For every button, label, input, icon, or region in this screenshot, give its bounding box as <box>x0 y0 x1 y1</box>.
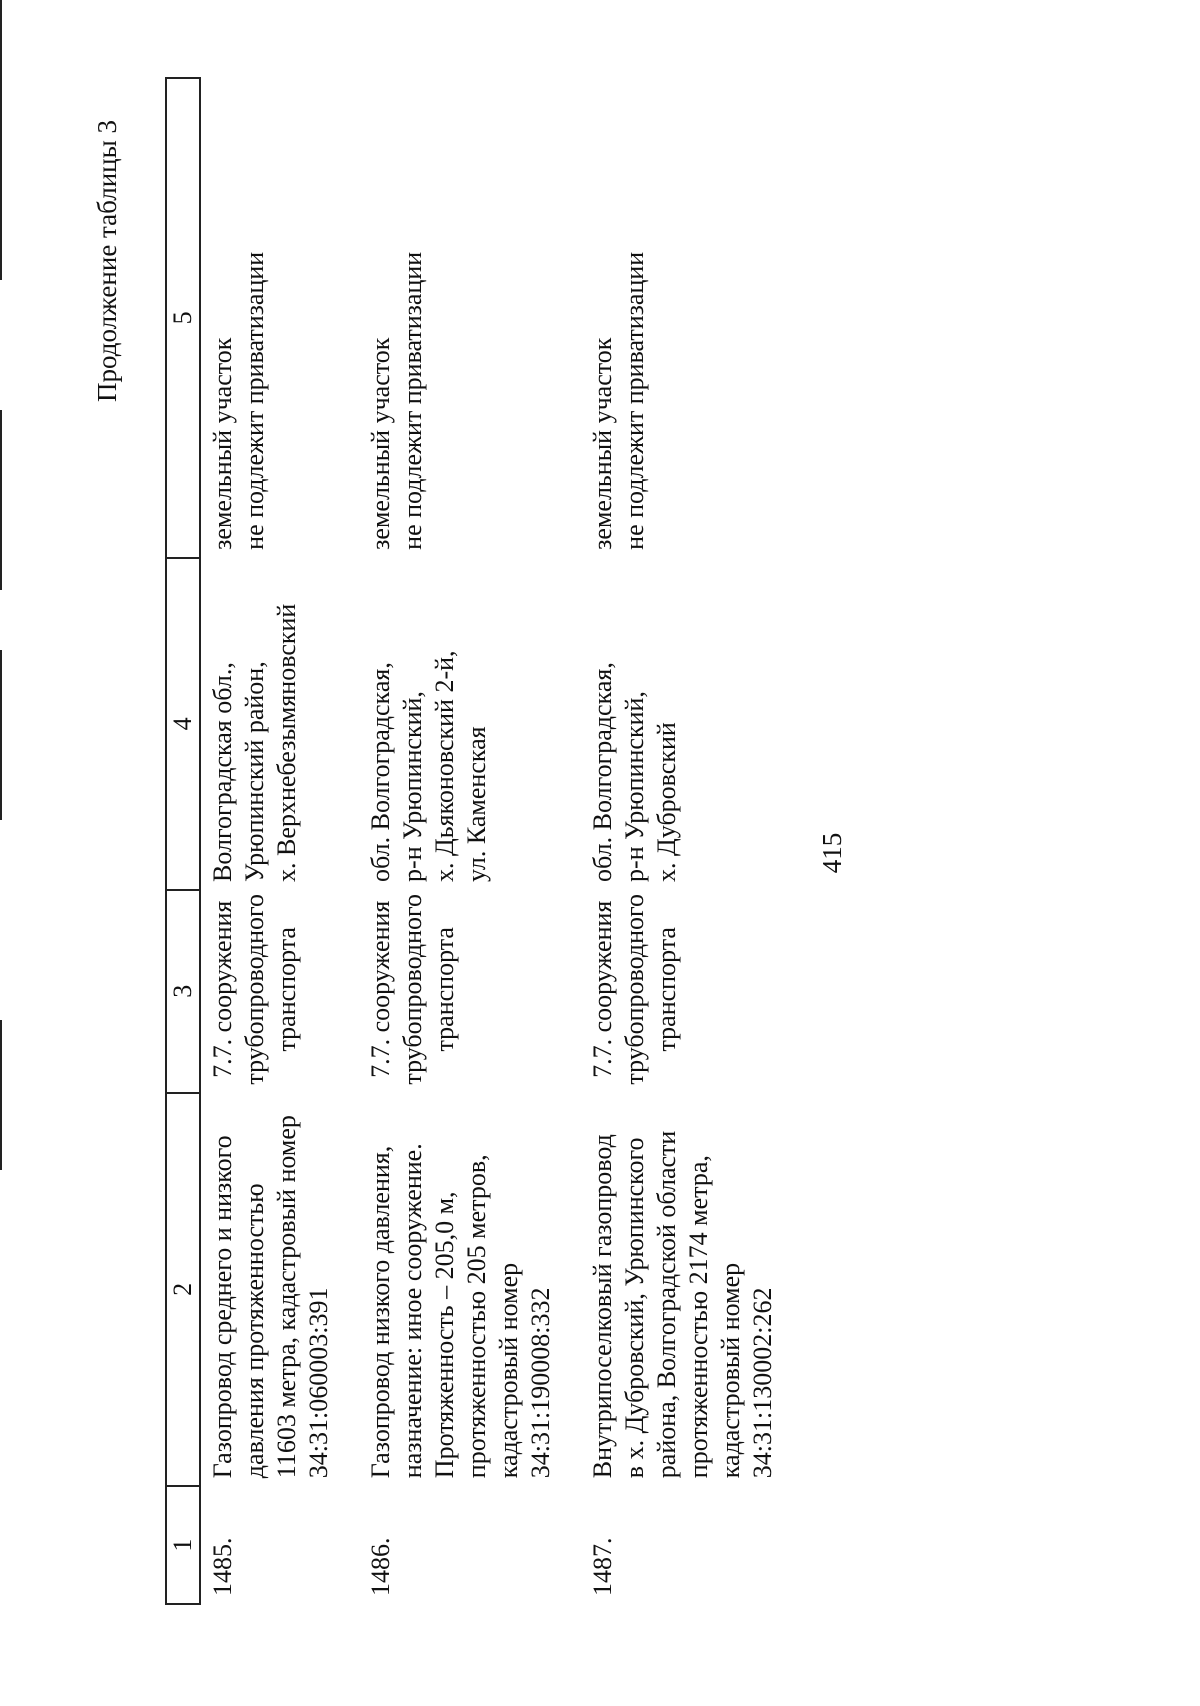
object-description-line: Протяженность – 205,0 м, <box>430 1191 459 1479</box>
object-type-line: трубопроводного <box>398 893 427 1085</box>
object-type-line: трубопроводного <box>240 893 269 1085</box>
row-number <box>359 1486 581 1604</box>
object-address-line: обл. Волгоградская, <box>366 662 395 882</box>
table-row <box>359 78 581 1604</box>
col-header-4: 4 <box>166 558 200 890</box>
object-description <box>359 1093 581 1487</box>
object-address-line: Урюпинский район, <box>240 661 269 882</box>
object-address-line: х. Дьяконовский 2-й, <box>430 650 459 882</box>
privatization-note <box>581 78 803 558</box>
col-header-2: 2 <box>166 1093 200 1487</box>
table-row <box>581 78 803 1604</box>
object-type-line: трубопроводного <box>620 893 649 1085</box>
privatization-note-line: не подлежит приватизации <box>240 251 269 550</box>
object-address <box>200 558 359 890</box>
object-description-line: 34:31:190008:332 <box>526 1287 555 1479</box>
row-number-text: 1485. <box>208 1537 237 1596</box>
object-description-line: назначение: иное сооружение. <box>398 1143 427 1479</box>
privatization-note-line: земельный участок <box>588 337 617 550</box>
page-number: 415 <box>817 832 847 874</box>
object-description-line: давления протяженностью <box>240 1183 269 1479</box>
object-description-line: района, Волгоградской области <box>652 1130 681 1479</box>
object-type <box>359 890 581 1093</box>
object-description-line: 34:31:060003:391 <box>304 1287 333 1479</box>
object-description-line: кадастровый номер <box>716 1262 745 1479</box>
row-number-text: 1487. <box>588 1537 617 1596</box>
object-address-line: х. Дубровский <box>652 722 681 882</box>
col-header-1: 1 <box>166 1486 200 1604</box>
header-row <box>166 78 200 1604</box>
object-description-line: Газопровод низкого давления, <box>366 1145 395 1479</box>
table-row <box>200 78 359 1604</box>
privatization-note <box>200 78 359 558</box>
object-address-line: х. Верхнебезымяновский <box>272 603 301 882</box>
object-description-line: 34:31:130002:262 <box>748 1287 777 1479</box>
privatization-note-line: не подлежит приватизации <box>398 251 427 550</box>
object-description-line: протяженностью 2174 метра, <box>684 1155 713 1479</box>
row-number-text: 1486. <box>366 1537 395 1596</box>
col-header-3: 3 <box>166 890 200 1093</box>
object-description-line: Внутрипоселковый газопровод <box>588 1134 617 1479</box>
object-type-line: транспорта <box>272 927 301 1052</box>
table-body <box>200 78 803 1604</box>
object-address-line: ул. Каменская <box>462 726 491 882</box>
object-type-line: 7.7. сооружения <box>588 900 617 1078</box>
object-type <box>200 890 359 1093</box>
row-number <box>581 1486 803 1604</box>
object-address-line: р-н Урюпинский, <box>398 691 427 882</box>
object-address-line: Волгоградская обл., <box>208 662 237 882</box>
table-caption: Продолжение таблицы 3 <box>92 120 122 402</box>
row-number <box>200 1486 359 1604</box>
object-description-line: 11603 метра, кадастровый номер <box>272 1115 301 1479</box>
object-address <box>581 558 803 890</box>
registry-table <box>165 77 803 1605</box>
object-type-line: 7.7. сооружения <box>366 900 395 1078</box>
object-description-line: кадастровый номер <box>494 1262 523 1479</box>
object-type-line: транспорта <box>652 927 681 1052</box>
privatization-note-line: земельный участок <box>366 337 395 550</box>
object-description-line: Газопровод среднего и низкого <box>208 1135 237 1479</box>
object-description-line: протяженностью 205 метров, <box>462 1154 491 1479</box>
privatization-note-line: не подлежит приватизации <box>620 251 649 550</box>
object-type-line: 7.7. сооружения <box>208 900 237 1078</box>
object-description <box>200 1093 359 1487</box>
privatization-note-line: земельный участок <box>208 337 237 550</box>
privatization-note <box>359 78 581 558</box>
object-address-line: обл. Волгоградская, <box>588 662 617 882</box>
object-address-line: р-н Урюпинский, <box>620 691 649 882</box>
object-type-line: транспорта <box>430 927 459 1052</box>
object-type <box>581 890 803 1093</box>
col-header-5: 5 <box>166 78 200 558</box>
object-address <box>359 558 581 890</box>
object-description-line: в х. Дубровский, Урюпинского <box>620 1137 649 1479</box>
object-description <box>581 1093 803 1487</box>
